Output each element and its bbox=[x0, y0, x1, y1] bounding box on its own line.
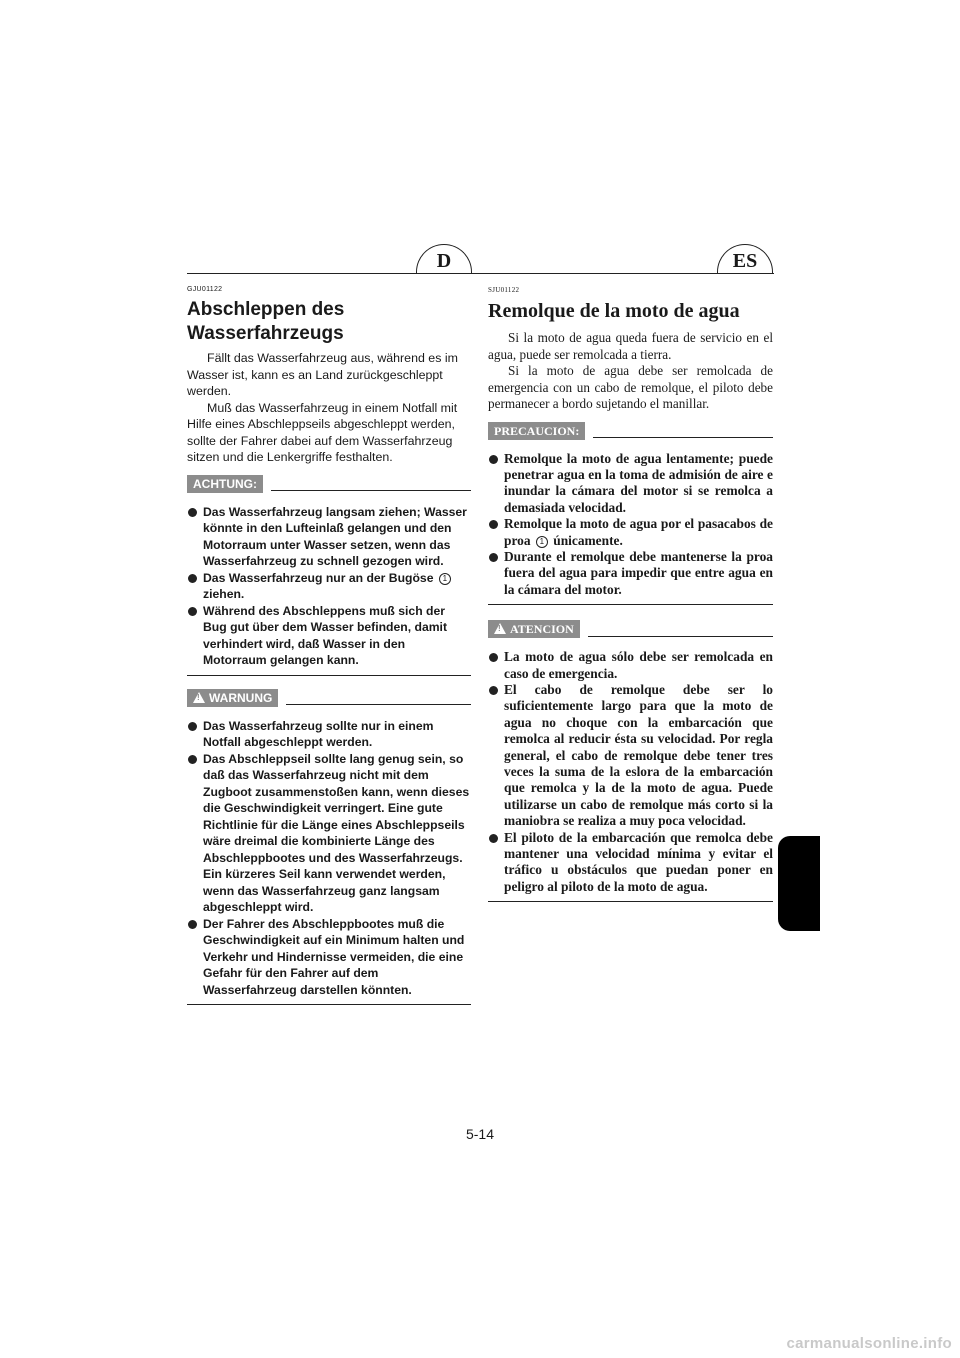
list-item: Der Fahrer des Abschleppbootes muß die Geschwindigkeit auf ein Minimum halten und Verkehr und Hindernisse vermeiden, die eine Gefahr für den Fahrer auf dem Wasserfahrzeug darstellen könnten. bbox=[187, 916, 471, 999]
caution-rule bbox=[271, 476, 471, 491]
bullet-icon bbox=[188, 920, 197, 929]
caution-list bbox=[488, 451, 773, 599]
list-item: Das Wasserfahrzeug sollte nur in einem Notfall abgeschleppt werden. bbox=[187, 718, 471, 751]
chapter-thumb-tab bbox=[778, 836, 820, 931]
list-item: Remolque la moto de agua lentamente; puede penetrar agua en la toma de admisión de aire e inundar la cámara del motor si se remolca a demasiada velocidad. bbox=[488, 451, 773, 517]
list-item: Das Wasserfahrzeug langsam ziehen; Wasser könnte in den Lufteinlaß gelangen und den Motorraum unter Wasser setzen, wenn das Wasserfahrzeug zu schnell gezogen wird. bbox=[187, 504, 471, 570]
paragraph: Si la moto de agua debe ser remolcada de emergencia con un cabo de remolque, el piloto debe permanecer a bordo sujetando el manillar. bbox=[488, 363, 773, 411]
warning-list bbox=[187, 718, 471, 999]
list-item: El cabo de remolque debe ser lo suficientemente largo para que la moto de agua no choque con la embarcación que remolca al reducir ésta su velocidad. Por regla general, el cabo de remolque debe tener tres veces la suma de la eslora de la embarcación que remolca y la de la moto de agua. Puede utilizarse un cabo de remolque más corto si la maniobra se realiza a muy poca velocidad. bbox=[488, 682, 773, 830]
section-code: GJU01122 bbox=[187, 286, 223, 293]
bullet-icon bbox=[489, 834, 498, 843]
language-tab-german: D bbox=[416, 244, 472, 273]
list-item: La moto de agua sólo debe ser remolcada en caso de emergencia. bbox=[488, 649, 773, 682]
paragraph: Muß das Wasserfahrzeug in einem Notfall mit Hilfe eines Abschleppseils abgeschleppt werden, sollte der Fahrer dabei auf dem Wasserfahrzeug sitzen und die Lenkergriffe festhalten. bbox=[187, 400, 458, 464]
warning-label: ! ATENCION bbox=[488, 620, 580, 638]
reference-number-icon: 1 bbox=[536, 536, 548, 548]
caution-list bbox=[187, 504, 471, 669]
bullet-icon bbox=[489, 653, 498, 662]
caution-header bbox=[488, 421, 773, 441]
caution-label: ACHTUNG: bbox=[187, 475, 263, 493]
caution-rule bbox=[593, 423, 773, 438]
list-item: El piloto de la embarcación que remolca debe mantener una velocidad mínima y evitar el tráfico u obstáculos que puedan poner en peligro al piloto de la moto de agua. bbox=[488, 830, 773, 896]
warning-header bbox=[187, 688, 471, 708]
header-divider bbox=[187, 273, 774, 274]
spanish-column bbox=[488, 286, 773, 902]
paragraph: Si la moto de agua queda fuera de servicio en el agua, puede ser remolcada a tierra. bbox=[488, 330, 773, 362]
section-title bbox=[187, 298, 471, 346]
watermark: carmanualsonline.info bbox=[786, 1335, 952, 1352]
warning-header bbox=[488, 619, 773, 639]
section-divider bbox=[488, 604, 773, 605]
list-item: Durante el remolque debe mantenerse la proa fuera del agua para impedir que entre agua en la cámara del motor. bbox=[488, 549, 773, 598]
bullet-icon bbox=[489, 553, 498, 562]
warning-list bbox=[488, 649, 773, 895]
warning-rule bbox=[286, 690, 471, 705]
bullet-icon bbox=[489, 455, 498, 464]
page-number: 5-14 bbox=[465, 1126, 495, 1142]
list-item: Remolque la moto de agua por el pasacabos de proa 1 únicamente. bbox=[488, 516, 773, 549]
bullet-icon bbox=[188, 755, 197, 764]
caution-label: PRECAUCION: bbox=[488, 422, 585, 440]
page-header bbox=[187, 244, 774, 276]
german-column bbox=[187, 286, 471, 1005]
language-tab-spanish: ES bbox=[717, 244, 773, 273]
list-item: Das Wasserfahrzeug nur an der Bugöse 1 ziehen. bbox=[187, 570, 471, 603]
warning-label: ! WARNUNG bbox=[187, 689, 278, 707]
bullet-icon bbox=[188, 722, 197, 731]
section-code: SJU01122 bbox=[488, 286, 520, 294]
list-item: Während des Abschleppens muß sich der Bug gut über dem Wasser befinden, damit verhindert wird, daß Wasser in den Motorraum gelangen kann. bbox=[187, 603, 471, 669]
section-title: Remolque de la moto de agua bbox=[488, 300, 740, 322]
paragraph: Fällt das Wasserfahrzeug aus, während es im Wasser ist, kann es an Land zurückgeschleppt werden. bbox=[187, 351, 458, 398]
bullet-icon bbox=[188, 574, 197, 583]
section-title-line2: Wasserfahrzeugs bbox=[187, 323, 344, 344]
section-divider bbox=[488, 901, 773, 902]
reference-number-icon: 1 bbox=[439, 573, 451, 585]
bullet-icon bbox=[188, 607, 197, 616]
warning-triangle-icon: ! bbox=[193, 692, 205, 703]
warning-rule bbox=[588, 622, 773, 637]
bullet-icon bbox=[489, 686, 498, 695]
section-title-line1: Abschleppen des bbox=[187, 299, 345, 320]
warning-triangle-icon: ! bbox=[494, 623, 506, 634]
bullet-icon bbox=[489, 520, 498, 529]
caution-header bbox=[187, 474, 471, 494]
list-item: Das Abschleppseil sollte lang genug sein, so daß das Wasserfahrzeug nicht mit dem Zugboot zusammenstoßen kann, wenn dieses die Geschwindigkeit verringert. Eine gute Richtlinie für die Länge eines Abschleppseils wäre dreimal die kombinierte Länge des Abschleppbootes und des Wasserfahrzeugs. Ein kürzeres Seil kann verwendet werden, wenn das Wasserfahrzeug ganz langsam abgeschleppt wird. bbox=[187, 751, 471, 916]
section-divider bbox=[187, 1004, 471, 1005]
bullet-icon bbox=[188, 508, 197, 517]
section-divider bbox=[187, 675, 471, 676]
